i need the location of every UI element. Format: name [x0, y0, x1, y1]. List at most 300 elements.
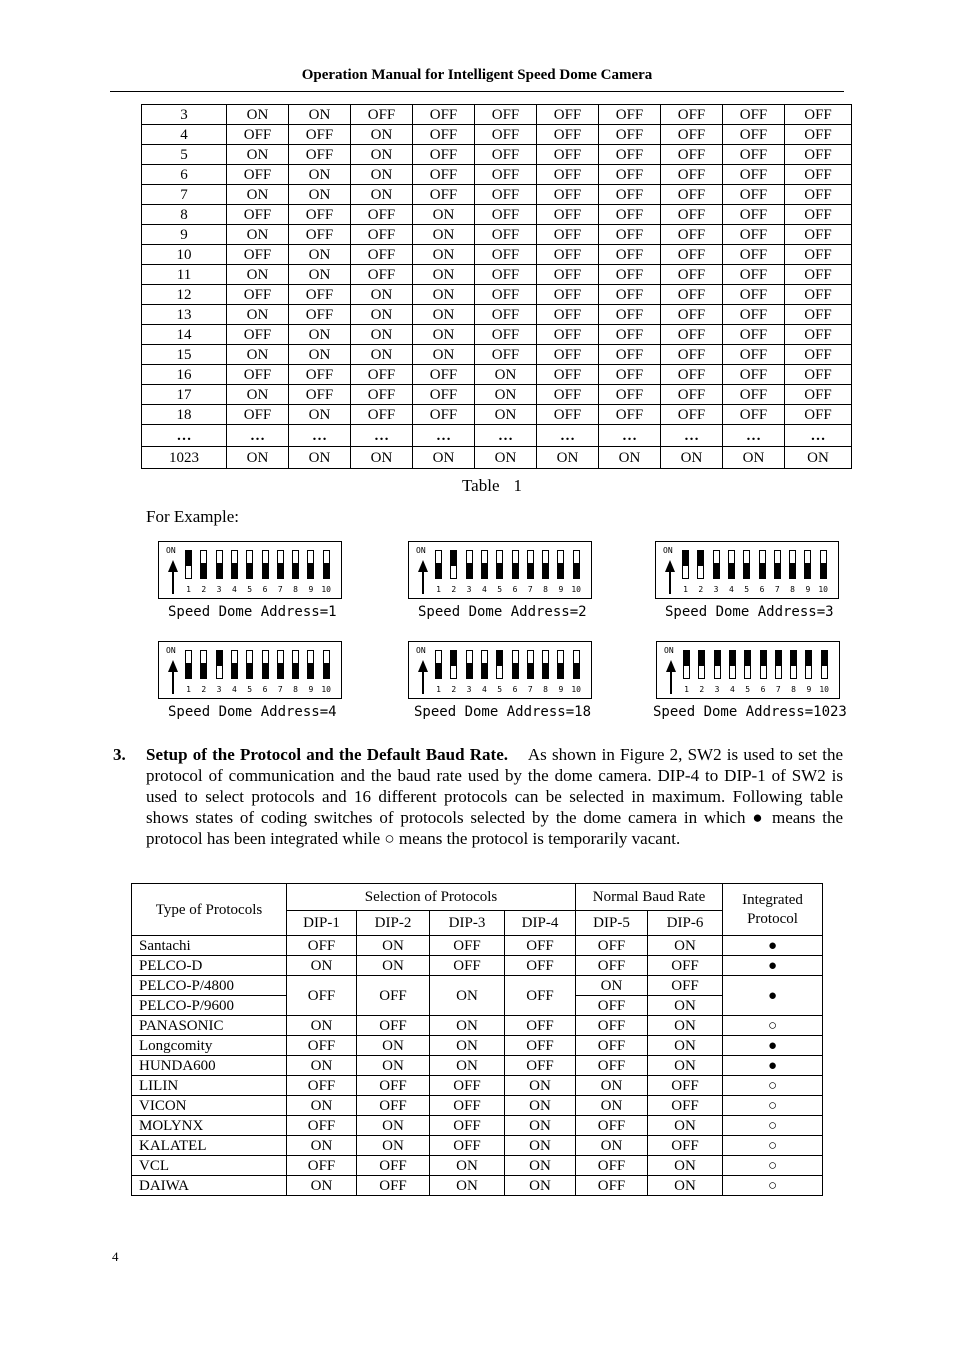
switch-state-cell: OFF — [413, 145, 475, 165]
switch-state-cell: OFF — [599, 385, 661, 405]
switch-state-cell: OFF — [599, 165, 661, 185]
dip-switch-number: 9 — [806, 685, 812, 694]
up-arrow-icon — [418, 660, 428, 694]
address-cell: 17 — [142, 385, 227, 405]
dip-state-cell: OFF — [576, 1116, 648, 1136]
dip-switch-3 — [216, 550, 223, 579]
dip-switch-number: 3 — [216, 585, 222, 594]
switch-state-cell: ON — [351, 447, 413, 469]
protocol-name: PELCO-D — [132, 956, 287, 976]
switch-state-cell: OFF — [289, 365, 351, 385]
dip-switch-knob — [186, 663, 191, 678]
dip-state-cell: OFF — [648, 1096, 723, 1116]
dip-switch-knob — [699, 651, 704, 666]
switch-state-cell: OFF — [351, 105, 413, 125]
switch-state-cell: OFF — [413, 105, 475, 125]
dip-state-cell: ON — [505, 1136, 576, 1156]
switch-state-cell: ON — [289, 345, 351, 365]
dip-switch-knob — [805, 563, 810, 578]
switch-state-cell: OFF — [475, 285, 537, 305]
dip-switch-number: 7 — [277, 585, 283, 594]
dip-switch-number: 9 — [558, 585, 564, 594]
switch-state-cell: OFF — [723, 185, 785, 205]
protocol-name: KALATEL — [132, 1136, 287, 1156]
switch-state-cell: OFF — [475, 205, 537, 225]
dip-switch-2 — [450, 650, 457, 679]
table-row — [142, 165, 852, 185]
table-caption-number: 1 — [513, 476, 522, 495]
dip-switch-knob — [482, 563, 487, 578]
switch-state-cell: OFF — [661, 365, 723, 385]
dip-state-cell: ON — [287, 1056, 357, 1076]
dip-state-cell: ON — [430, 976, 505, 1016]
table-row — [142, 425, 852, 447]
dip-switch-knob — [324, 663, 329, 678]
dip-switch-9 — [307, 550, 314, 579]
dip-state-cell: OFF — [505, 936, 576, 956]
dip-state-cell: ON — [287, 1176, 357, 1196]
dip-switch-knob — [497, 563, 502, 578]
switch-state-cell: … — [599, 425, 661, 447]
dip-switch-knob — [822, 651, 827, 666]
dip-state-cell: OFF — [576, 1016, 648, 1036]
switch-state-cell: OFF — [785, 105, 852, 125]
switch-state-cell: OFF — [475, 105, 537, 125]
switch-state-cell: ON — [289, 325, 351, 345]
dip-switch-number: 1 — [186, 585, 191, 594]
switch-state-cell: ON — [289, 447, 351, 469]
dip-state-cell: ON — [648, 1036, 723, 1056]
dip-state-cell: OFF — [648, 1076, 723, 1096]
dip-switch-1 — [185, 650, 192, 679]
dip-switch-number: 3 — [216, 685, 222, 694]
dip-switch-knob — [263, 563, 268, 578]
switch-state-cell: OFF — [785, 345, 852, 365]
switch-state-cell: OFF — [537, 145, 599, 165]
dip-state-cell: OFF — [505, 1056, 576, 1076]
header-integrated: Integrated Protocol — [723, 884, 823, 936]
dip-switch-10 — [323, 650, 330, 679]
dip-switch-5 — [496, 650, 503, 679]
dip-state-cell: ON — [576, 1136, 648, 1156]
filled-dot-icon: ● — [752, 808, 766, 827]
dip-switch-1 — [435, 550, 442, 579]
switch-state-cell: … — [227, 425, 289, 447]
dip-switch-knob — [761, 651, 766, 666]
header-selection: Selection of Protocols — [287, 884, 576, 911]
switch-state-cell: OFF — [537, 365, 599, 385]
switch-state-cell: OFF — [661, 285, 723, 305]
address-cell: 9 — [142, 225, 227, 245]
switch-state-cell: … — [537, 425, 599, 447]
dip-state-cell: ON — [430, 1036, 505, 1056]
dip-switch-number: 8 — [543, 685, 548, 694]
switch-state-cell: OFF — [661, 145, 723, 165]
switch-state-cell: OFF — [599, 225, 661, 245]
switch-state-cell: OFF — [475, 325, 537, 345]
integrated-mark: ○ — [723, 1136, 823, 1156]
protocol-name: VCL — [132, 1156, 287, 1176]
switch-state-cell: OFF — [537, 325, 599, 345]
switch-state-cell: ON — [351, 145, 413, 165]
dip-state-cell: ON — [357, 936, 430, 956]
address-cell: 14 — [142, 325, 227, 345]
dip-switch-number: 5 — [744, 585, 750, 594]
dip-switch-knob — [201, 663, 206, 678]
switch-state-cell: OFF — [475, 245, 537, 265]
switch-state-cell: OFF — [785, 385, 852, 405]
dip-state-cell: OFF — [576, 1156, 648, 1176]
switch-state-cell: OFF — [537, 225, 599, 245]
table-row — [132, 976, 823, 996]
switch-state-cell: OFF — [289, 145, 351, 165]
dip-state-cell: ON — [648, 1156, 723, 1176]
switch-state-cell: OFF — [227, 245, 289, 265]
address-cell: 10 — [142, 245, 227, 265]
switch-state-cell: OFF — [227, 205, 289, 225]
dip-state-cell: ON — [505, 1096, 576, 1116]
integrated-mark: ● — [723, 1036, 823, 1056]
dip-switch-knob — [217, 563, 222, 578]
dip-state-cell: ON — [357, 1116, 430, 1136]
switch-state-cell: OFF — [785, 205, 852, 225]
switch-state-cell: OFF — [785, 145, 852, 165]
address-cell: 15 — [142, 345, 227, 365]
switch-state-cell: ON — [227, 185, 289, 205]
dip-switch-knob — [684, 651, 689, 666]
dip-switch-7 — [527, 650, 534, 679]
dip-switch-3 — [466, 650, 473, 679]
dip-switch-5 — [246, 650, 253, 679]
dip-switch-2 — [697, 550, 704, 579]
dip-switch-knob — [821, 563, 826, 578]
dip-switch-2 — [200, 550, 207, 579]
switch-state-cell: … — [475, 425, 537, 447]
dip-switch-knob — [806, 651, 811, 666]
section-number: 3. — [113, 745, 126, 764]
protocol-name: MOLYNX — [132, 1116, 287, 1136]
dip-switch-knob — [247, 563, 252, 578]
table-row — [142, 285, 852, 305]
switch-state-cell: OFF — [413, 405, 475, 425]
dip-switch-number: 3 — [466, 585, 472, 594]
switch-state-cell: ON — [475, 405, 537, 425]
integrated-mark: ○ — [723, 1076, 823, 1096]
dip-example-label: Speed Dome Address=1023 — [653, 704, 847, 720]
dip-switch-number: 6 — [759, 585, 765, 594]
dip-switch-9 — [804, 550, 811, 579]
empty-circle-icon: ○ — [384, 829, 395, 848]
switch-state-cell: OFF — [289, 285, 351, 305]
switch-state-cell: … — [351, 425, 413, 447]
switch-state-cell: ON — [227, 105, 289, 125]
protocol-name: VICON — [132, 1096, 287, 1116]
switch-state-cell: OFF — [785, 365, 852, 385]
dip-switch-number: 3 — [714, 685, 720, 694]
dip-switch-knob — [715, 651, 720, 666]
switch-state-cell: OFF — [723, 165, 785, 185]
dip-state-cell: OFF — [287, 1116, 357, 1136]
dip-switch-10 — [820, 550, 827, 579]
dip-switch-number: 6 — [512, 585, 518, 594]
switch-state-cell: OFF — [351, 405, 413, 425]
dip-state-cell: OFF — [576, 1056, 648, 1076]
dip-state-cell: OFF — [287, 936, 357, 956]
table-caption-word: Table — [461, 476, 500, 495]
switch-state-cell: OFF — [351, 385, 413, 405]
dip-switch-2 — [200, 650, 207, 679]
dip-switch-9 — [307, 650, 314, 679]
dip-switch-number: 8 — [293, 585, 298, 594]
dip-switch-number: 8 — [543, 585, 548, 594]
switch-state-cell: OFF — [785, 305, 852, 325]
dip-switch-number: 1 — [683, 585, 688, 594]
switch-state-cell: OFF — [475, 165, 537, 185]
dip-switch-knob — [293, 563, 298, 578]
dip-switch-6 — [512, 650, 519, 679]
section-body — [146, 744, 843, 849]
dip-example-label: Speed Dome Address=1 — [168, 604, 337, 620]
switch-state-cell: OFF — [289, 225, 351, 245]
page-number: 4 — [112, 1249, 119, 1264]
switch-state-cell: OFF — [537, 345, 599, 365]
switch-state-cell: OFF — [661, 245, 723, 265]
dip-state-cell: ON — [287, 1096, 357, 1116]
protocol-name: PANASONIC — [132, 1016, 287, 1036]
switch-state-cell: OFF — [413, 365, 475, 385]
dip-switch-8 — [790, 650, 797, 679]
switch-state-cell: OFF — [475, 225, 537, 245]
switch-state-cell: OFF — [723, 145, 785, 165]
dip-switch-number: 3 — [713, 585, 719, 594]
protocol-name: PELCO-P/4800 — [132, 976, 287, 996]
dip-switch-diagram — [656, 641, 840, 699]
dip-switch-knob — [744, 563, 749, 578]
dip-state-cell: OFF — [505, 976, 576, 1016]
dip-switch-7 — [277, 650, 284, 679]
switch-state-cell: OFF — [537, 285, 599, 305]
dip-state-cell: ON — [576, 1076, 648, 1096]
table-row — [132, 1116, 823, 1136]
switch-state-cell: OFF — [351, 245, 413, 265]
dip-switch-number: 7 — [527, 585, 533, 594]
dip-switch-number: 2 — [699, 685, 705, 694]
switch-state-cell: OFF — [723, 365, 785, 385]
switch-state-cell: ON — [289, 185, 351, 205]
protocol-name: DAIWA — [132, 1176, 287, 1196]
integrated-mark: ○ — [723, 1176, 823, 1196]
switch-state-cell: ON — [413, 265, 475, 285]
dip-switch-number: 2 — [451, 685, 457, 694]
switch-state-cell: OFF — [661, 405, 723, 425]
switch-state-cell: ON — [289, 405, 351, 425]
table-row — [142, 405, 852, 425]
table-row — [132, 1176, 823, 1196]
dip-state-cell: OFF — [430, 1076, 505, 1096]
dip-switch-number: 7 — [527, 685, 533, 694]
dip-switch-number: 10 — [321, 685, 331, 694]
switch-state-cell: OFF — [785, 325, 852, 345]
dip-switch-8 — [292, 650, 299, 679]
table-row — [142, 125, 852, 145]
dip-switch-6 — [262, 550, 269, 579]
switch-state-cell: OFF — [785, 405, 852, 425]
dip-state-cell: ON — [430, 1056, 505, 1076]
switch-state-cell: OFF — [661, 345, 723, 365]
switch-state-cell: OFF — [537, 105, 599, 125]
dip-switch-number: 8 — [790, 585, 795, 594]
dip-switch-9 — [557, 650, 564, 679]
address-cell: 1023 — [142, 447, 227, 469]
dip-switch-4 — [231, 550, 238, 579]
up-arrow-icon — [168, 660, 178, 694]
dip-state-cell: ON — [430, 1016, 505, 1036]
dip-state-cell: ON — [357, 956, 430, 976]
dip-state-cell: OFF — [576, 1176, 648, 1196]
dip-switch-knob — [232, 563, 237, 578]
dip-switch-1 — [185, 550, 192, 579]
address-cell: 3 — [142, 105, 227, 125]
switch-state-cell: ON — [413, 447, 475, 469]
dip-state-cell: ON — [648, 996, 723, 1016]
dip-switch-knob — [513, 563, 518, 578]
table-row — [142, 245, 852, 265]
switch-state-cell: OFF — [723, 405, 785, 425]
section-title: Setup of the Protocol and the Default Baud Rate. — [146, 745, 508, 764]
dip-switch-7 — [527, 550, 534, 579]
dip-state-cell: OFF — [505, 1016, 576, 1036]
switch-state-cell: OFF — [723, 105, 785, 125]
table-row — [142, 365, 852, 385]
switch-state-cell: OFF — [723, 305, 785, 325]
dip-state-cell: ON — [287, 1136, 357, 1156]
protocol-section — [113, 744, 843, 849]
dip-switch-knob — [790, 563, 795, 578]
switch-state-cell: ON — [661, 447, 723, 469]
switch-state-cell: OFF — [351, 205, 413, 225]
dip-switch-4 — [231, 650, 238, 679]
table-row — [142, 225, 852, 245]
switch-state-cell: … — [785, 425, 852, 447]
switch-state-cell: ON — [537, 447, 599, 469]
switch-state-cell: OFF — [661, 265, 723, 285]
table-row — [142, 205, 852, 225]
dip-switch-knob — [308, 663, 313, 678]
switch-state-cell: OFF — [599, 265, 661, 285]
dip-on-label: ON — [416, 646, 426, 655]
dip-switch-number: 4 — [728, 585, 734, 594]
dip-state-cell: OFF — [287, 1036, 357, 1056]
dip-switch-number: 2 — [201, 585, 207, 594]
dip-switch-number: 5 — [247, 585, 253, 594]
integrated-mark: ○ — [723, 1116, 823, 1136]
address-cell: … — [142, 425, 227, 447]
switch-state-cell: OFF — [599, 325, 661, 345]
switch-state-cell: OFF — [599, 405, 661, 425]
dip-switch-knob — [263, 663, 268, 678]
dip-switch-knob — [247, 663, 252, 678]
switch-state-cell: ON — [475, 365, 537, 385]
dip-switch-number: 4 — [729, 685, 735, 694]
switch-state-cell: OFF — [723, 285, 785, 305]
dip-switch-knob — [451, 551, 456, 566]
switch-state-cell: OFF — [289, 205, 351, 225]
address-cell: 11 — [142, 265, 227, 285]
dip-switch-number: 10 — [321, 585, 331, 594]
switch-state-cell: OFF — [351, 365, 413, 385]
dip-switch-knob — [528, 663, 533, 678]
switch-state-cell: OFF — [599, 345, 661, 365]
header-dip-2: DIP-2 — [357, 911, 430, 936]
dip-state-cell: ON — [648, 1176, 723, 1196]
table-row — [142, 385, 852, 405]
dip-switch-knob — [467, 663, 472, 678]
dip-switch-6 — [512, 550, 519, 579]
dip-state-cell: OFF — [505, 1036, 576, 1056]
switch-state-cell: OFF — [227, 325, 289, 345]
table-row — [132, 1036, 823, 1056]
dip-switch-knob — [574, 563, 579, 578]
dip-switch-7 — [277, 550, 284, 579]
dip-example-label: Speed Dome Address=2 — [418, 604, 587, 620]
dip-switch-1 — [682, 550, 689, 579]
switch-state-cell: OFF — [537, 185, 599, 205]
switch-state-cell: ON — [351, 305, 413, 325]
dip-state-cell: OFF — [505, 956, 576, 976]
switch-state-cell: OFF — [785, 125, 852, 145]
table-row — [142, 145, 852, 165]
switch-state-cell: OFF — [537, 205, 599, 225]
dip-switch-4 — [728, 550, 735, 579]
dip-state-cell: OFF — [357, 1076, 430, 1096]
dip-switch-knob — [745, 651, 750, 666]
dip-state-cell: ON — [430, 1156, 505, 1176]
dip-state-cell: OFF — [648, 1136, 723, 1156]
dip-on-label: ON — [166, 646, 176, 655]
switch-state-cell: OFF — [413, 165, 475, 185]
dip-switch-number: 5 — [745, 685, 751, 694]
table-row — [142, 325, 852, 345]
switch-state-cell: OFF — [289, 305, 351, 325]
dip-switch-6 — [262, 650, 269, 679]
dip-state-cell: OFF — [430, 1096, 505, 1116]
table-row — [132, 936, 823, 956]
dip-switch-knob — [201, 563, 206, 578]
dip-switch-4 — [481, 550, 488, 579]
protocol-name: Longcomity — [132, 1036, 287, 1056]
address-cell: 18 — [142, 405, 227, 425]
dip-state-cell: ON — [505, 1076, 576, 1096]
address-cell: 6 — [142, 165, 227, 185]
switch-state-cell: OFF — [661, 125, 723, 145]
dip-switch-3 — [714, 650, 721, 679]
dip-switch-knob — [293, 663, 298, 678]
dip-state-cell: ON — [648, 936, 723, 956]
dip-switch-knob — [217, 651, 222, 666]
switch-state-cell: ON — [289, 245, 351, 265]
switch-state-cell: OFF — [599, 125, 661, 145]
dip-state-cell: OFF — [648, 976, 723, 996]
switch-state-cell: ON — [413, 305, 475, 325]
switch-state-cell: OFF — [289, 125, 351, 145]
dip-switch-number: 10 — [571, 685, 581, 694]
switch-state-cell: ON — [413, 205, 475, 225]
switch-state-cell: OFF — [413, 185, 475, 205]
switch-state-cell: OFF — [785, 185, 852, 205]
dip-state-cell: ON — [287, 1016, 357, 1036]
switch-state-cell: OFF — [785, 225, 852, 245]
dip-example-label: Speed Dome Address=4 — [168, 704, 337, 720]
